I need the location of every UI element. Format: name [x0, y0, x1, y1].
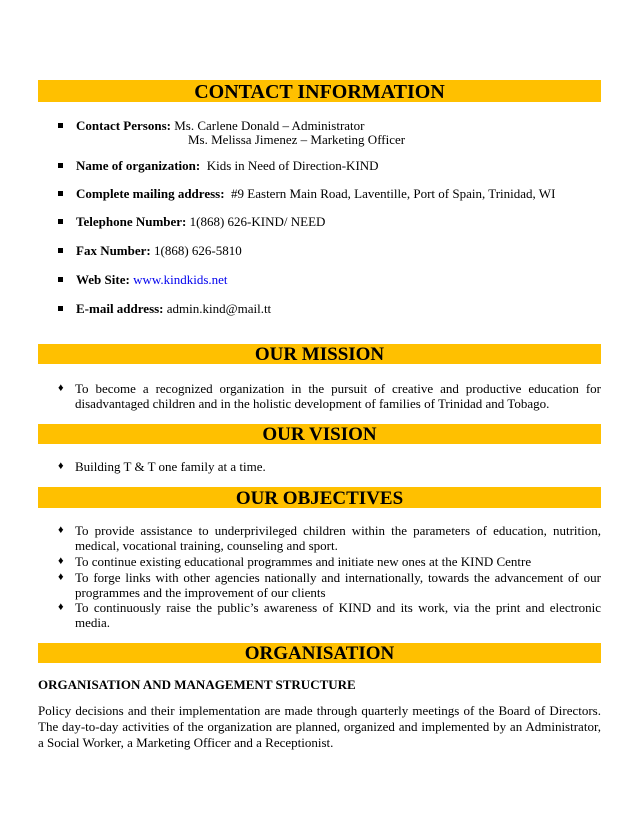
- square-bullet-icon: [58, 191, 63, 196]
- fax-value: 1(868) 626-5810: [154, 243, 242, 258]
- contact-persons-item-2: [188, 132, 638, 148]
- square-bullet-icon: [58, 163, 63, 168]
- org-name-label: Name of organization:: [76, 158, 201, 173]
- diamond-bullet-icon: ♦: [58, 460, 64, 472]
- fax-label: Fax Number:: [76, 243, 151, 258]
- org-name-value: Kids in Need of Direction-KIND: [206, 158, 379, 173]
- contact-person-1: Ms. Carlene Donald – Administrator: [174, 118, 365, 133]
- vision-text: Building T & T one family at a time.: [75, 459, 266, 474]
- telephone-label: Telephone Number:: [76, 214, 187, 229]
- square-bullet-icon: [58, 306, 63, 311]
- objective-text: To forge links with other agencies nationally and internationally, towards the advancement of our programmes and the improvement of our clients: [75, 570, 601, 600]
- website-link[interactable]: www.kindkids.net: [133, 272, 228, 287]
- contact-person-2: Ms. Melissa Jimenez – Marketing Officer: [188, 132, 406, 147]
- vision-heading: OUR VISION: [38, 424, 601, 444]
- organisation-paragraph: Policy decisions and their implementation are made through quarterly meetings of the Board of Directors. The day-to-day activities of the organization are planned, organized and implemented by an Administrator, a Social Worker, a Marketing Officer and a Receptionist.: [38, 703, 601, 750]
- square-bullet-icon: [58, 219, 63, 224]
- contact-heading: CONTACT INFORMATION: [38, 80, 601, 102]
- objective-text: To provide assistance to underprivileged children within the parameters of education, nutrition, medical, vocational training, counseling and sport.: [75, 523, 601, 553]
- email-label: E-mail address:: [76, 301, 164, 316]
- mission-heading: OUR MISSION: [38, 344, 601, 364]
- diamond-bullet-icon: ♦: [58, 555, 64, 567]
- mailing-address-label: Complete mailing address:: [76, 186, 225, 201]
- mailing-address-value: #9 Eastern Main Road, Laventille, Port of Spain, Trinidad, WI: [231, 186, 556, 201]
- objectives-heading: OUR OBJECTIVES: [38, 487, 601, 508]
- organisation-heading: ORGANISATION: [38, 643, 601, 663]
- organisation-subheading: ORGANISATION AND MANAGEMENT STRUCTURE: [38, 677, 356, 692]
- contact-persons-label: Contact Persons:: [76, 118, 171, 133]
- diamond-bullet-icon: ♦: [58, 571, 64, 583]
- objective-text: To continue existing educational programmes and initiate new ones at the KIND Centre: [75, 554, 532, 569]
- square-bullet-icon: [58, 277, 63, 282]
- diamond-bullet-icon: ♦: [58, 382, 64, 394]
- diamond-bullet-icon: ♦: [58, 601, 64, 613]
- mission-text: To become a recognized organization in the pursuit of creative and productive education for disadvantaged children and in the holistic development of families of Trinidad and Tobago.: [75, 381, 601, 411]
- email-value: admin.kind@mail.tt: [166, 301, 272, 316]
- square-bullet-icon: [58, 123, 63, 128]
- website-label: Web Site:: [76, 272, 130, 287]
- objective-text: To continuously raise the public’s awareness of KIND and its work, via the print and electronic media.: [75, 600, 601, 630]
- telephone-value: 1(868) 626-KIND/ NEED: [189, 214, 326, 229]
- diamond-bullet-icon: ♦: [58, 524, 64, 536]
- square-bullet-icon: [58, 248, 63, 253]
